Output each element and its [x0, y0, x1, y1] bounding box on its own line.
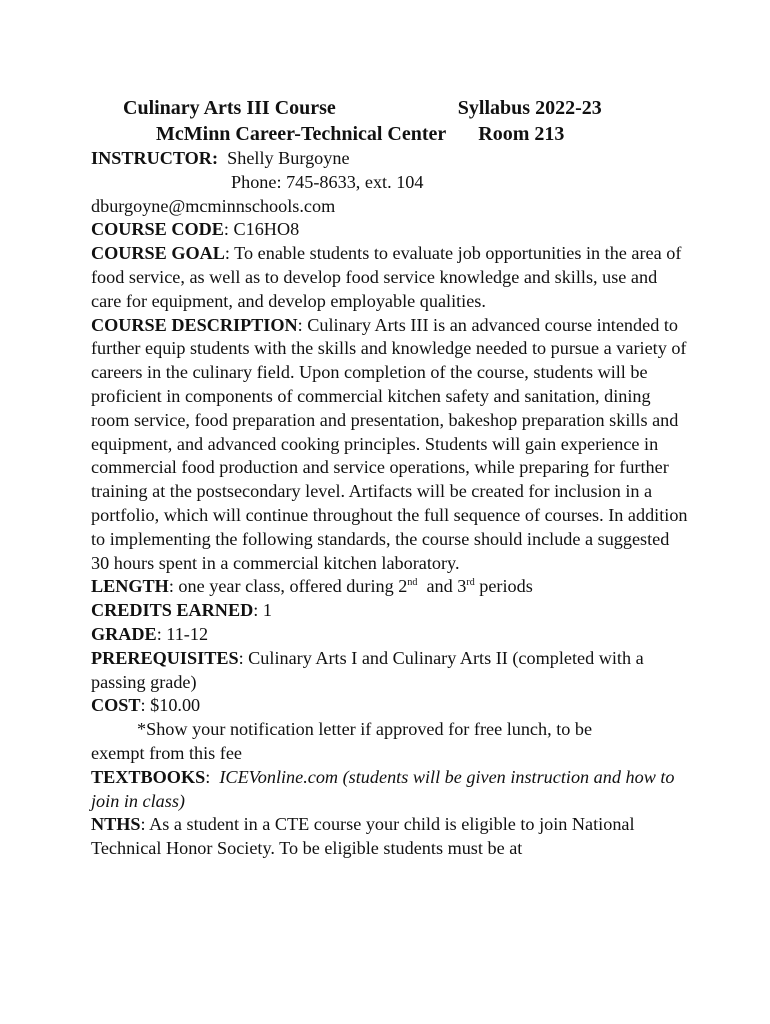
cost-value: : $10.00: [140, 695, 201, 716]
syllabus-year: Syllabus 2022-23: [457, 97, 602, 119]
school-name: McMinn Career-Technical Center: [156, 123, 447, 145]
instructor-phone: Phone: 745-8633, ext. 104: [231, 171, 424, 192]
cost-label: COST: [91, 695, 141, 716]
textbooks-sep: :: [205, 766, 220, 787]
course-code-value: : C16HO8: [223, 219, 300, 240]
textbooks-label: TEXTBOOKS: [91, 766, 206, 787]
nths-text: : As a student in a CTE course your child is eligible to join National Technical Honor Society. To be eligible students must be at: [91, 814, 635, 859]
cost-note-rest: exempt from this fee: [91, 742, 243, 763]
instructor-email: dburgoyne@mcminnschools.com: [91, 195, 336, 216]
course-goal-label: COURSE GOAL: [91, 243, 225, 264]
grade-value: : 11-12: [156, 623, 209, 644]
course-goal-text: : To enable students to evaluate job opportunities in the area of food service, as well as to develop food service knowledge and skills, use and care for equipment, and develop employable qualities.: [91, 243, 682, 311]
length-sup-a: nd: [407, 577, 418, 589]
credits-value: : 1: [253, 600, 272, 621]
course-description-label: COURSE DESCRIPTION: [91, 314, 298, 335]
course-title: Culinary Arts III Course: [123, 97, 336, 119]
room-number: Room 213: [478, 123, 565, 145]
length-text-a: : one year class, offered during 2: [168, 576, 408, 597]
grade-label: GRADE: [91, 623, 157, 644]
instructor-label: INSTRUCTOR:: [91, 148, 219, 168]
nths: [91, 813, 691, 861]
length-text-b: and 3: [417, 576, 467, 597]
header-line-2: [91, 121, 691, 147]
grade: [91, 623, 691, 647]
textbooks: [91, 766, 691, 814]
length-sup-b: rd: [466, 577, 475, 589]
length-label: LENGTH: [91, 576, 169, 597]
instructor-name: Shelly Burgoyne: [227, 148, 350, 168]
length-text-c: periods: [474, 576, 533, 597]
instructor-line: [91, 147, 691, 171]
cost-note-first: *Show your notification letter if approved for free lunch, to be: [137, 719, 593, 740]
prerequisites-text: : Culinary Arts I and Culinary Arts II (completed with a passing grade): [91, 647, 644, 692]
credits-label: CREDITS EARNED: [91, 600, 254, 621]
cost-note: [91, 718, 691, 766]
course-code-label: COURSE CODE: [91, 219, 224, 240]
nths-label: NTHS: [91, 814, 141, 835]
syllabus-content: [91, 95, 691, 861]
course-description: [91, 314, 691, 576]
course-description-text: : Culinary Arts III is an advanced course intended to further equip students with the skills and knowledge needed to pursue a variety of careers in the culinary field. Upon completion of the course, students will be proficient in components of commercial kitchen safety and sanitation, dining room service, food preparation and presentation, bakeshop preparation skills and equipment, and advanced cooking principles. Students will gain experience in commercial food production and service operations, while preparing for further training at the postsecondary level. Artifacts will be created for inclusion in a portfolio, which will continue throughout the full sequence of courses. In addition to implementing the following standards, the course should include a suggested 30 hours spent in a commercial kitchen laboratory.: [91, 314, 688, 573]
header-line-1: [91, 95, 691, 121]
course-goal: [91, 242, 691, 313]
cost: [91, 694, 691, 718]
credits-earned: [91, 599, 691, 623]
textbooks-text: ICEVonline.com (students will be given instruction and how to join in class): [91, 766, 675, 811]
prerequisites: [91, 647, 691, 695]
course-length: [91, 575, 691, 599]
prerequisites-label: PREREQUISITES: [91, 647, 239, 668]
course-code: [91, 218, 691, 242]
